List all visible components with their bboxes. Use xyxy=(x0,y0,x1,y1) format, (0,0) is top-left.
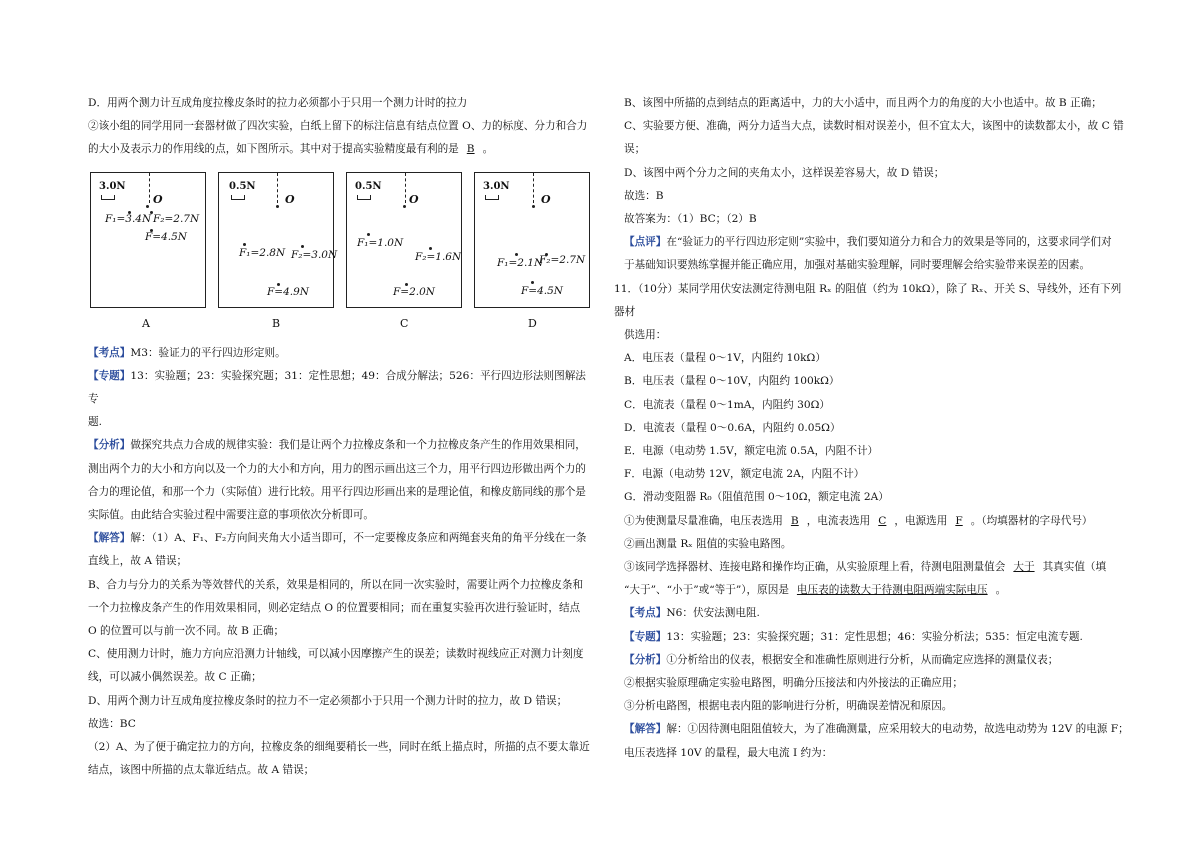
f-dot xyxy=(531,281,534,284)
scale-label: 0.5N xyxy=(229,180,256,192)
figure-b xyxy=(218,172,338,308)
zhuanti-line: 【专题】13：实验题；23：实验探究题；31：定性思想；46：实验分析法；535：恒定电流专题. xyxy=(624,630,1083,643)
f-label: F=4.5N xyxy=(145,230,187,243)
question-2-line-1: ②该小组的同学用同一套器材做了四次实验，白纸上留下的标注信息有结点位置 O、力的标度、分力和合力 xyxy=(88,120,588,133)
voltmeter-answer: B xyxy=(790,514,799,527)
jieda-line-2: 电压表选择 10V 的量程，最大电流 I 约为： xyxy=(624,746,833,759)
scale-bar xyxy=(485,195,499,200)
f1-label: F₁=2.1N xyxy=(497,256,544,269)
sub-question-3-line-2: “大于”、“小于”或“等于”），原因是 电压表的读数大于待测电阻两端实际电压 。 xyxy=(624,579,1130,602)
scale-bar xyxy=(357,195,371,200)
kaodian-line: 【考点】N6：伏安法测电阻. xyxy=(624,607,760,620)
fenxi-line-3: ③分析电路图，根据电表内阻的影响进行分析，明确误差情况和原因。 xyxy=(624,700,953,713)
f1-dot xyxy=(243,243,246,246)
jieda-line-5: O 的位置可以与前一次不同。故 B 正确； xyxy=(88,625,285,638)
jieda-line-4: 一个力拉橡皮条产生的作用效果相同，则必定结点 O 的位置要相同；而在重复实验再次进行验证时，结点 xyxy=(88,601,581,614)
string-line xyxy=(533,173,534,203)
sub-question-1: ①为使测量尽量准确，电压表选用 B ，电流表选用 C ，电源选用 F 。（均填器材的字母代号） xyxy=(624,510,1130,533)
answer-b-text: B、该图中所描的点到结点的距离适中，力的大小适中，而且两个力的角度的大小也适中。故 B 正确； xyxy=(624,97,1102,109)
knot-dot xyxy=(532,205,535,208)
jieda-line-6: C、使用测力计时，施力方向应沿测力计轴线，可以减小因摩擦产生的误差；读数时视线应正对测力计刻度 xyxy=(88,648,584,661)
fenxi-tag: 【分析】 xyxy=(88,439,131,452)
figure-set xyxy=(88,172,590,342)
zhuanti-tag: 【专题】 xyxy=(624,630,667,643)
f2-dot xyxy=(429,247,432,250)
option-e: E．电源（电动势 1.5V，额定电流 0.5A，内阻不计） xyxy=(624,445,879,458)
figure-a xyxy=(90,172,206,308)
option-b: B．电压表（量程 0～10V，内阻约 100kΩ） xyxy=(624,375,840,388)
fenxi-line: 【分析】①分析给出的仪表，根据安全和准确性原则进行分析，从而确定应选择的测量仪表； xyxy=(624,653,1059,666)
string-line xyxy=(277,173,278,203)
zhuanti-line-2: 题. xyxy=(88,416,102,429)
choice-text: 故选：B xyxy=(624,189,664,202)
figure-c-caption: C xyxy=(400,316,409,330)
f2-label: F₂=1.6N xyxy=(415,250,462,263)
ammeter-answer: C xyxy=(878,514,887,527)
option-g: G．滑动变阻器 R₀（阻值范围 0～10Ω，额定电流 2A） xyxy=(624,491,889,504)
knot-o-label: O xyxy=(409,192,419,206)
option-f: F．电源（电动势 12V，额定电流 2A，内阻不计） xyxy=(624,468,865,481)
f1-dot xyxy=(367,233,370,236)
jieda-line: 【解答】解：（1）A、F₁、F₂方向间夹角大小适当即可，不一定要橡皮条应和两绳套夹角的角平分线在一条 xyxy=(88,532,587,545)
fenxi-tag: 【分析】 xyxy=(624,653,667,666)
fenxi-line-2: 测出两个力的大小和方向以及一个力的大小和方向，用力的图示画出这三个力，用平行四边形做出两个力的 xyxy=(88,462,586,475)
jieda-line-9: 故选：BC xyxy=(88,717,136,730)
answer-blank: B xyxy=(466,143,475,156)
answer-c-text: C、实验要方便、准确，两分力适当大点，读数时相对误差小，但不宜太大，该图中的读数都太小，故 C 错 xyxy=(624,120,1124,133)
f1-label: F₁=1.0N xyxy=(357,236,404,249)
scale-label: 0.5N xyxy=(355,180,382,192)
jieda-line-3: B、合力与分力的关系为等效替代的关系，效果是相同的，所以在同一次实验时，需要让两个力拉橡皮条和 xyxy=(88,578,584,591)
final-answer-text: 故答案为：（1）BC；（2）B xyxy=(624,213,757,226)
fenxi-line-3: 合力的理论值，和那一个力（实际值）进行比较。用平行四边形画出来的是理论值，和橡皮筋同线的那个是 xyxy=(88,485,586,498)
option-d-text: D．用两个测力计互成角度拉橡皮条时的拉力必须都小于只用一个测力计时的拉力 xyxy=(88,97,468,109)
knot-o-label: O xyxy=(285,192,295,206)
fenxi-line-2: ②根据实验原理确定实验电路图，明确分压接法和内外接法的正确应用； xyxy=(624,677,963,690)
f2-label: F₂=2.7N xyxy=(153,212,200,225)
kaodian-line: 【考点】M3：验证力的平行四边形定则。 xyxy=(88,346,286,359)
dianping-line: 【点评】在“验证力的平行四边形定则”实验中，我们要知道分力和合力的效果是等同的，这要求同学们对 xyxy=(624,236,1112,249)
f1-label: F₁=3.4N xyxy=(105,212,152,225)
knot-o-label: O xyxy=(541,192,551,206)
figure-c xyxy=(346,172,462,308)
dianping-line-2: 于基础知识要熟练掌握并能正确应用，加强对基础实验理解，同时要理解会给实验带来误差的因素。 xyxy=(624,259,1091,272)
figure-a-caption: A xyxy=(142,316,150,330)
answer-d-text: D、该图中两个分力之间的夹角太小，这样误差容易大，故 D 错误； xyxy=(624,166,945,179)
f2-label: F₂=3.0N xyxy=(291,248,338,261)
reason-answer: 电压表的读数大于待测电阻两端实际电压 xyxy=(796,584,988,597)
option-a: A．电压表（量程 0～1V，内阻约 10kΩ） xyxy=(624,352,826,365)
jieda-line-8: D、用两个测力计互成角度拉橡皮条时的拉力不一定必须都小于只用一个测力计时的拉力，故 D 错误； xyxy=(88,694,568,707)
kaodian-tag: 【考点】 xyxy=(624,607,667,620)
sub-question-3: ③该同学选择器材、连接电路和操作均正确，从实验原理上看，待测电阻测量值会 大于 其真实值（填 xyxy=(624,556,1130,579)
fenxi-line-4: 实际值。由此结合实验过程中需要注意的事项依次分析即可。 xyxy=(88,509,375,522)
f1-label: F₁=2.8N xyxy=(239,246,286,259)
scale-bar xyxy=(101,195,115,200)
question-11-line-2: 供选用： xyxy=(624,329,667,342)
right-column xyxy=(614,92,1130,765)
f-label: F=4.9N xyxy=(267,285,309,298)
answer-c-text-2: 误； xyxy=(624,143,646,156)
string-line xyxy=(405,173,406,203)
jieda-line-10: （2）A、为了便于确定拉力的方向，拉橡皮条的细绳要稍长一些，同时在纸上描点时，所描的点不要太靠近 xyxy=(88,741,590,754)
option-c: C．电流表（量程 0～1mA，内阻约 30Ω） xyxy=(624,398,830,411)
string-line xyxy=(149,173,150,203)
figure-d-caption: D xyxy=(528,316,537,330)
kaodian-tag: 【考点】 xyxy=(88,346,131,359)
left-column xyxy=(88,92,590,782)
jieda-line-11: 结点，该图中所描的点太靠近结点。故 A 错误； xyxy=(88,764,315,777)
jieda-tag: 【解答】 xyxy=(624,723,667,736)
scale-label: 3.0N xyxy=(483,180,510,192)
question-2-line-2: 的大小及表示力的作用线的点，如下图所示。其中对于提高实验精度最有利的是 B 。 xyxy=(88,138,590,161)
jieda-line: 【解答】解：①因待测电阻阻值较大，为了准确测量，应采用较大的电动势，故选电动势为 12V 的电源 F； xyxy=(624,723,1129,736)
option-d: D．电流表（量程 0～0.6A，内阻约 0.05Ω） xyxy=(624,421,841,434)
dianping-tag: 【点评】 xyxy=(624,236,667,249)
f2-label: F₂=2.7N xyxy=(539,253,586,266)
question-11-line-1: 11．（10分）某同学用伏安法测定待测电阻 Rₓ 的阻值（约为 10kΩ），除了 Rₓ、开关 S、导线外，还有下列器材 xyxy=(614,282,1122,318)
f-label: F=4.5N xyxy=(521,284,563,297)
jieda-tag: 【解答】 xyxy=(88,532,131,545)
power-answer: F xyxy=(955,514,963,527)
zhuanti-line: 【专题】13：实验题；23：实验探究题；31：定性思想；49：合成分解法；526：平行四边形法则图解法专 xyxy=(88,369,586,406)
fenxi-line: 【分析】做探究共点力合成的规律实验：我们是让两个力拉橡皮条和一个力拉橡皮条产生的作用效果相同， xyxy=(88,439,586,452)
f2-dot xyxy=(301,245,304,248)
comparison-answer: 大于 xyxy=(1013,561,1035,574)
jieda-line-7: 线，可以减小偶然误差。故 C 正确； xyxy=(88,671,262,684)
knot-dot xyxy=(403,205,406,208)
sub-question-2: ②画出测量 Rₓ 阻值的实验电路图。 xyxy=(624,537,792,550)
f1-dot xyxy=(515,253,518,256)
knot-o-label: O xyxy=(153,192,163,206)
scale-label: 3.0N xyxy=(99,180,126,192)
knot-dot xyxy=(146,205,149,208)
knot-dot xyxy=(276,205,279,208)
scale-bar xyxy=(231,195,245,200)
zhuanti-tag: 【专题】 xyxy=(88,369,131,382)
figure-d xyxy=(474,172,590,308)
question-2-text: 的大小及表示力的作用线的点，如下图所示。其中对于提高实验精度最有利的是 xyxy=(88,143,459,156)
figure-b-caption: B xyxy=(272,316,281,330)
f-label: F=2.0N xyxy=(393,285,435,298)
jieda-line-2: 直线上，故 A 错误； xyxy=(88,555,188,568)
